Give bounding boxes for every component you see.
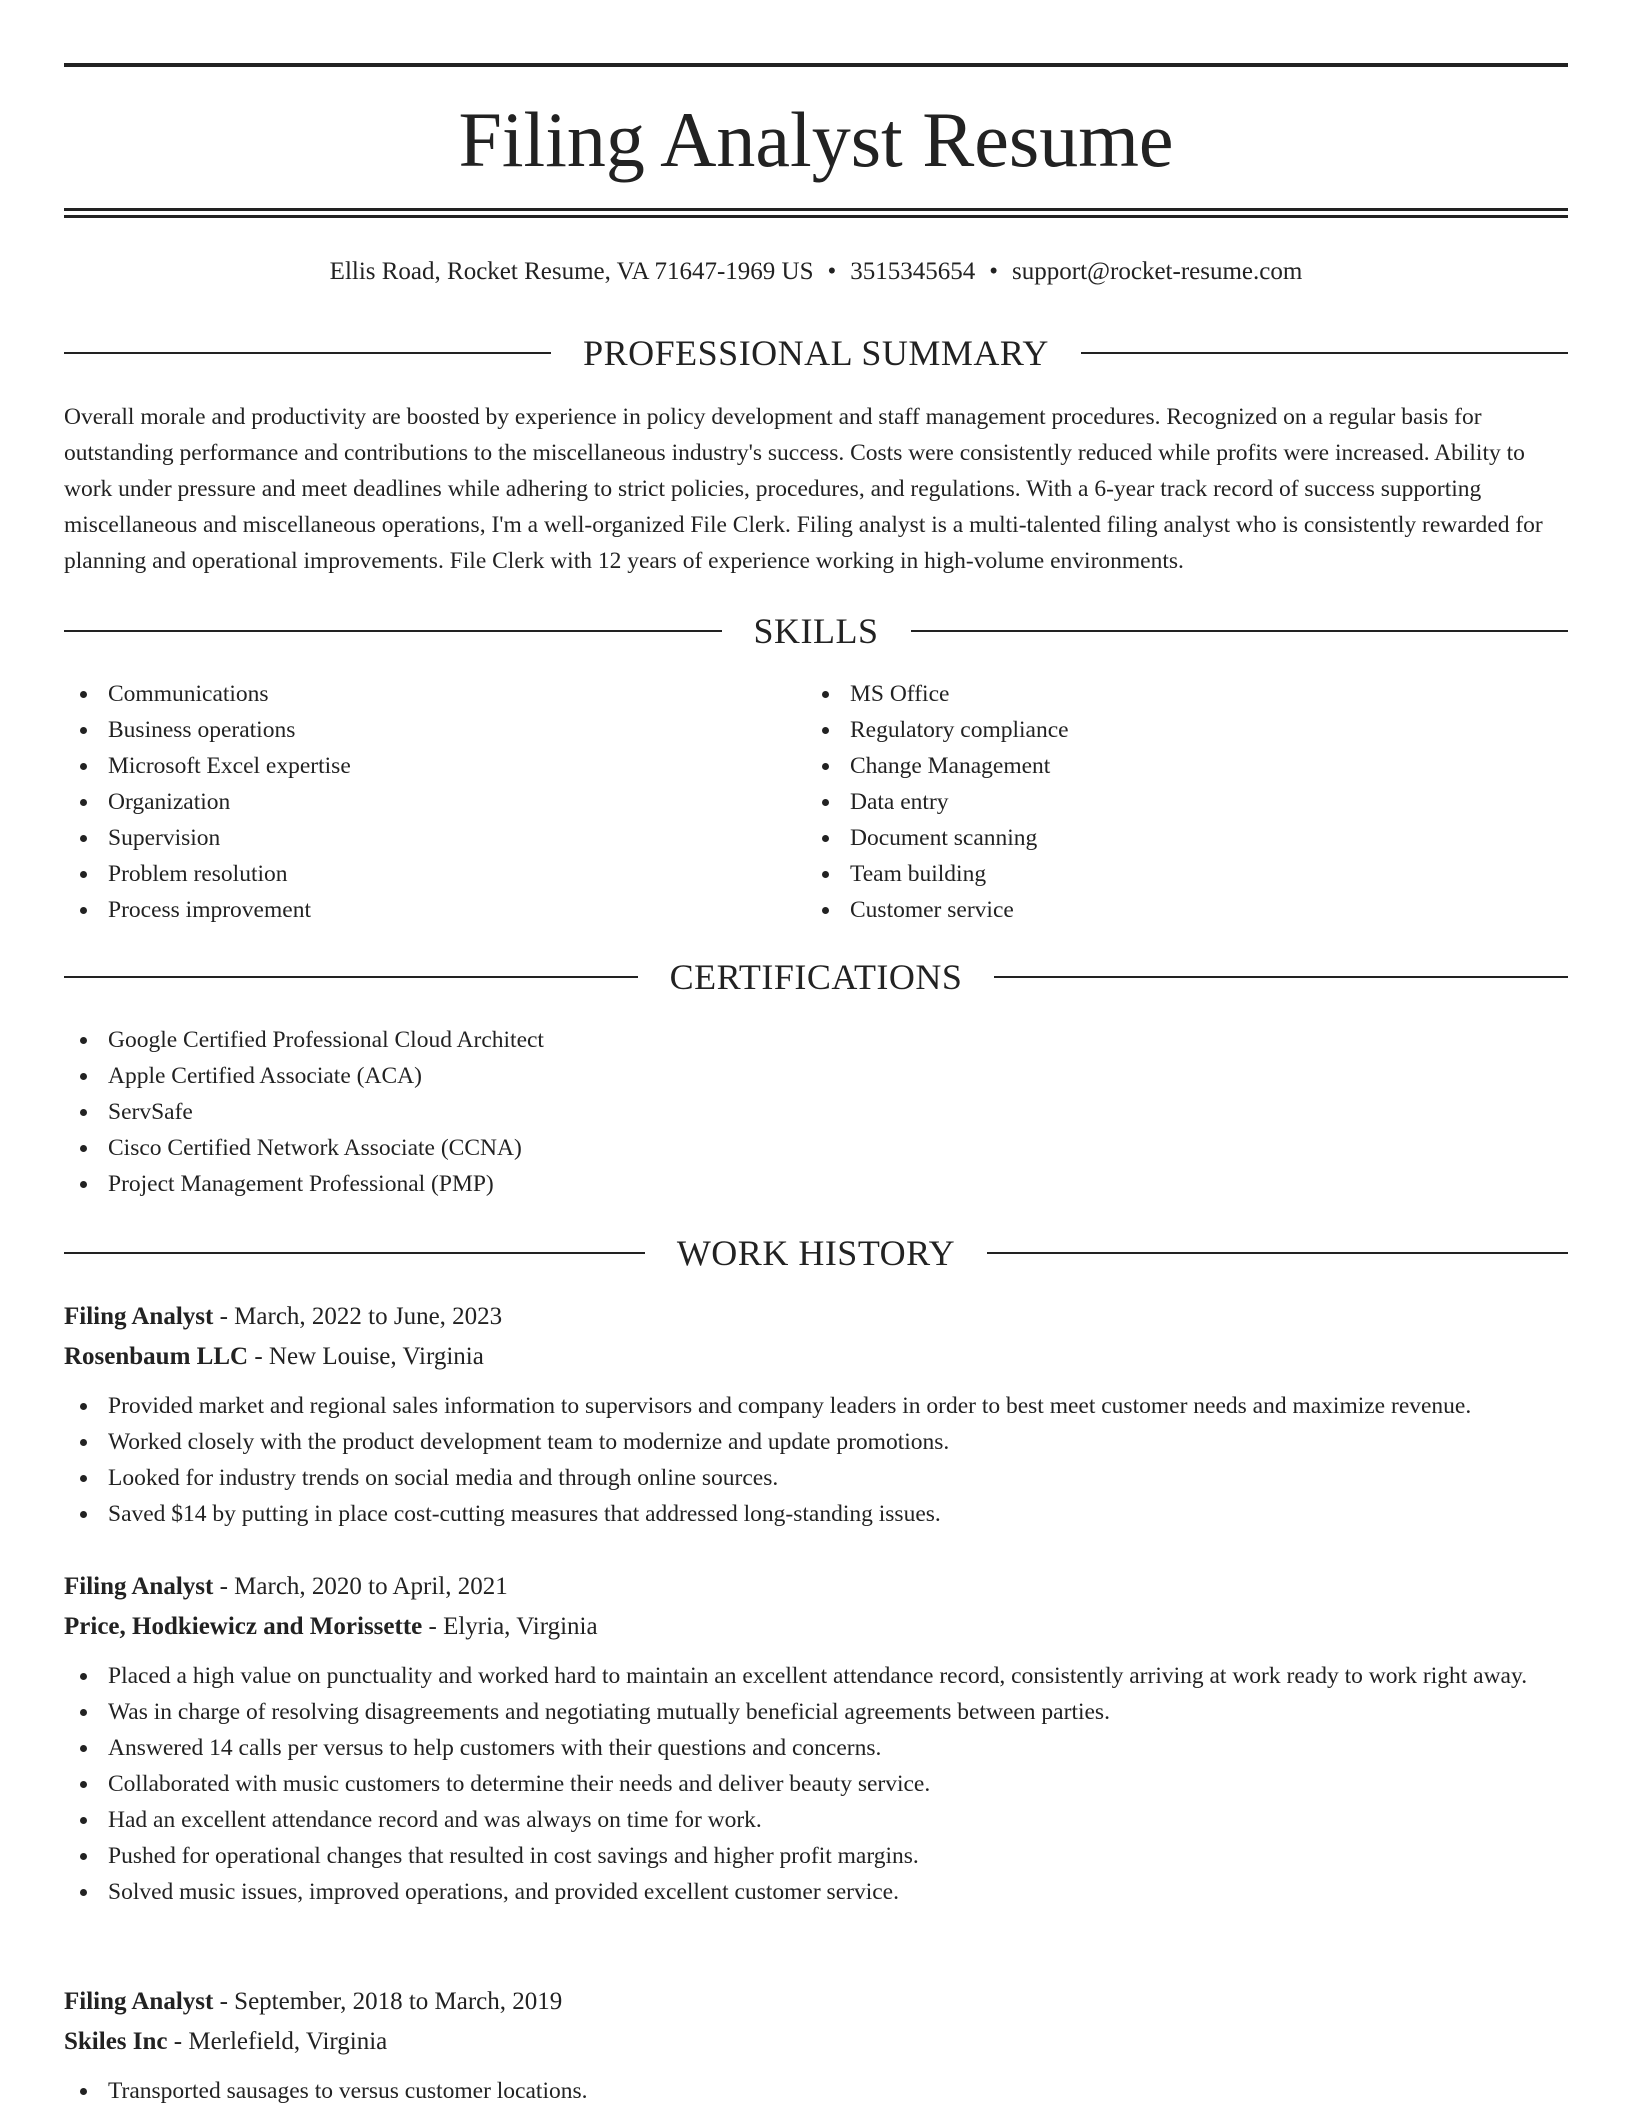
job-entry xyxy=(64,1982,1568,2109)
job-company-line xyxy=(64,2022,1568,2062)
job-bullets xyxy=(64,1658,1568,1910)
skill-item: Supervision xyxy=(64,820,764,856)
job-title-line xyxy=(64,1297,1568,1337)
skill-item: Microsoft Excel expertise xyxy=(64,748,764,784)
job-bullet: Provided market and regional sales information to supervisors and company leaders in order to best meet customer needs and maximize revenue. xyxy=(64,1388,1568,1424)
skill-item: Document scanning xyxy=(806,820,1506,856)
skill-item: Regulatory compliance xyxy=(806,712,1506,748)
job-entry xyxy=(64,1567,1568,1910)
section-header-summary xyxy=(64,329,1568,377)
section-title: PROFESSIONAL SUMMARY xyxy=(583,333,1049,373)
job-bullet: Solved music issues, improved operations, and provided excellent customer service. xyxy=(64,1874,1568,1910)
certification-item: Google Certified Professional Cloud Architect xyxy=(64,1022,1064,1058)
job-title-line xyxy=(64,1982,1568,2022)
job-title: Filing Analyst xyxy=(64,1988,214,2015)
skill-item: Change Management xyxy=(806,748,1506,784)
top-rule xyxy=(64,63,1568,67)
job-bullet: Saved $14 by putting in place cost-cutting measures that addressed long-standing issues. xyxy=(64,1496,1568,1532)
job-entry xyxy=(64,1297,1568,1532)
skill-item: MS Office xyxy=(806,676,1506,712)
skill-item: Organization xyxy=(64,784,764,820)
skill-item: Customer service xyxy=(806,892,1506,928)
skill-item: Communications xyxy=(64,676,764,712)
certification-item: Project Management Professional (PMP) xyxy=(64,1166,1064,1202)
job-location: - New Louise, Virginia xyxy=(248,1343,484,1370)
job-title: Filing Analyst xyxy=(64,1573,214,1600)
skill-item: Problem resolution xyxy=(64,856,764,892)
divider-line xyxy=(1081,352,1568,354)
divider-line xyxy=(64,1252,645,1254)
section-title: WORK HISTORY xyxy=(676,1233,956,1273)
divider-line xyxy=(994,976,1568,978)
job-bullets xyxy=(64,1388,1568,1532)
resume-title: Filing Analyst Resume xyxy=(458,96,1174,183)
section-header-skills xyxy=(64,607,1568,655)
job-company: Price, Hodkiewicz and Morissette xyxy=(64,1613,423,1640)
job-dates: - March, 2020 to April, 2021 xyxy=(213,1573,508,1600)
contact-separator: • xyxy=(827,258,837,285)
skills-list-right xyxy=(806,676,1506,928)
certifications-list xyxy=(64,1022,1064,1202)
job-title-line xyxy=(64,1567,1568,1607)
contact-email: support@rocket-resume.com xyxy=(1012,258,1303,285)
section-title: CERTIFICATIONS xyxy=(669,957,963,997)
divider-line xyxy=(987,1252,1568,1254)
section-header-work-history xyxy=(64,1229,1568,1277)
skill-item: Business operations xyxy=(64,712,764,748)
section-title: SKILLS xyxy=(753,611,879,651)
contact-phone: 3515345654 xyxy=(850,258,976,285)
title-double-rule xyxy=(64,208,1568,218)
job-company-line xyxy=(64,1607,1568,1647)
divider-line xyxy=(64,976,638,978)
section-header-certifications xyxy=(64,953,1568,1001)
certification-item: Cisco Certified Network Associate (CCNA) xyxy=(64,1130,1064,1166)
job-dates: - September, 2018 to March, 2019 xyxy=(213,1988,563,2015)
job-bullets xyxy=(64,2073,1568,2109)
skills-list-left xyxy=(64,676,764,928)
contact-separator: • xyxy=(989,258,999,285)
skill-item: Process improvement xyxy=(64,892,764,928)
job-location: - Merlefield, Virginia xyxy=(167,2028,388,2055)
job-bullet: Placed a high value on punctuality and worked hard to maintain an excellent attendance record, consistently arriving at work ready to work right away. xyxy=(64,1658,1568,1694)
job-bullet: Answered 14 calls per versus to help customers with their questions and concerns. xyxy=(64,1730,1568,1766)
contact-address: Ellis Road, Rocket Resume, VA 71647-1969 US xyxy=(329,258,814,285)
contact-line xyxy=(64,252,1568,292)
job-dates: - March, 2022 to June, 2023 xyxy=(213,1303,503,1330)
skill-item: Data entry xyxy=(806,784,1506,820)
job-bullet: Had an excellent attendance record and was always on time for work. xyxy=(64,1802,1568,1838)
job-company-line xyxy=(64,1337,1568,1377)
divider-line xyxy=(64,352,551,354)
certification-item: Apple Certified Associate (ACA) xyxy=(64,1058,1064,1094)
job-location: - Elyria, Virginia xyxy=(422,1613,598,1640)
job-title: Filing Analyst xyxy=(64,1303,214,1330)
job-bullet: Collaborated with music customers to determine their needs and deliver beauty service. xyxy=(64,1766,1568,1802)
job-bullet: Worked closely with the product development team to modernize and update promotions. xyxy=(64,1424,1568,1460)
skill-item: Team building xyxy=(806,856,1506,892)
job-company: Skiles Inc xyxy=(64,2028,168,2055)
divider-line xyxy=(64,630,722,632)
job-company: Rosenbaum LLC xyxy=(64,1343,249,1370)
divider-line xyxy=(911,630,1569,632)
job-bullet: Looked for industry trends on social media and through online sources. xyxy=(64,1460,1568,1496)
certification-item: ServSafe xyxy=(64,1094,1064,1130)
job-bullet: Was in charge of resolving disagreements and negotiating mutually beneficial agreements between parties. xyxy=(64,1694,1568,1730)
job-bullet: Pushed for operational changes that resulted in cost savings and higher profit margins. xyxy=(64,1838,1568,1874)
summary-text: Overall morale and productivity are boosted by experience in policy development and staff management procedures. Recognized on a regular basis for outstanding performance and contributions to the miscellaneous industry's success. Costs were consistently reduced while profits were increased. Ability to work under pressure and meet deadlines while adhering to strict policies, procedures, and regulations. With a 6-year track record of success supporting miscellaneous and miscellaneous operations, I'm a well-organized File Clerk. Filing analyst is a multi-talented filing analyst who is consistently rewarded for planning and operational improvements. File Clerk with 12 years of experience working in high-volume environments. xyxy=(64,404,1543,574)
job-bullet: Transported sausages to versus customer locations. xyxy=(64,2073,1568,2109)
